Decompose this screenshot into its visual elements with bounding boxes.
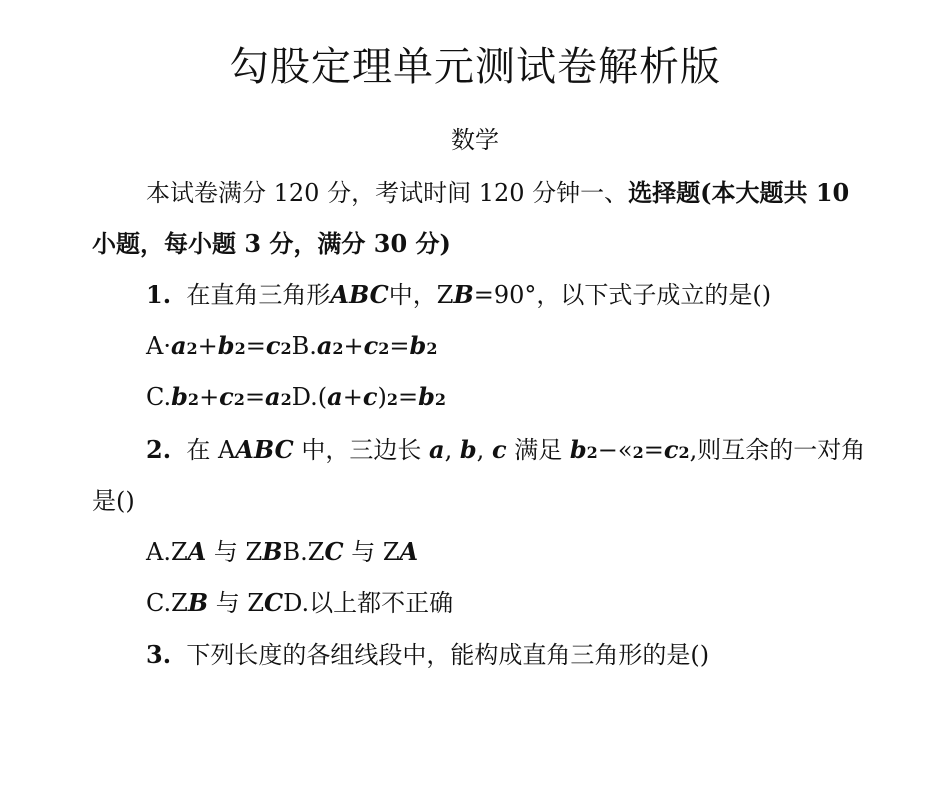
formula-var: a [265, 382, 281, 411]
formula-exp: 2 [233, 390, 245, 409]
side-var: c [491, 435, 507, 464]
option-text: C.Z [146, 589, 188, 617]
formula-exp: 2 [586, 443, 598, 462]
question-3 [146, 638, 709, 672]
option-text: 与 Z [206, 538, 263, 566]
formula-op: = [643, 436, 664, 464]
question-text: 中，三边长 [301, 436, 422, 464]
angle-letter: B [187, 588, 209, 617]
option-text: A.Z [146, 538, 188, 566]
angle-letter: C [264, 588, 284, 617]
formula-exp: 2 [434, 390, 446, 409]
formula-op: ) [377, 383, 387, 411]
intro-text: 本试卷满分 120 分，考试时间 120 分钟一、 [146, 179, 629, 207]
formula-var: b [418, 382, 435, 411]
formula-op: −« [597, 436, 633, 464]
formula-op: + [343, 332, 364, 360]
option-a-label: A· [146, 332, 171, 360]
formula-exp: 2 [186, 339, 198, 358]
formula-var: b [409, 331, 427, 360]
angle-letter: A [399, 537, 419, 566]
formula-exp: 2 [187, 390, 200, 409]
formula-op: = [397, 383, 419, 411]
option-text: D.以上都不正确 [283, 589, 454, 617]
question-2 [146, 433, 865, 470]
question-text: 下列长度的各组线段中，能构成直角三角形的是() [186, 641, 710, 669]
formula-op: = [244, 383, 266, 411]
formula-var: a [327, 382, 343, 411]
section-heading: 选择题(本大题共 10 [628, 178, 850, 207]
question-1 [146, 278, 771, 312]
angle-letter: B [262, 537, 283, 566]
option-text: 与 Z [343, 538, 400, 566]
formula-op: , [444, 436, 453, 464]
formula-op: ( [317, 383, 328, 411]
formula-var: c [363, 331, 379, 360]
formula-exp: 2 [234, 339, 246, 358]
question-number: 2. [146, 435, 172, 464]
q2-options-cd [146, 586, 453, 620]
formula-var: c [265, 331, 281, 360]
question-number: 3. [146, 640, 172, 669]
intro-line-2: 小题，每小题 3 分，满分 30 分) [92, 229, 451, 258]
side-var: b [459, 435, 477, 464]
option-text: B.Z [282, 538, 325, 566]
angle-letter: A [187, 537, 207, 566]
question-text: 在 A [186, 436, 236, 464]
question-2-cont: 是() [92, 487, 135, 515]
formula-exp: 2 [280, 339, 292, 358]
formula-var: c [663, 435, 679, 464]
formula-exp: 2 [386, 390, 398, 409]
question-number: 1. [146, 280, 172, 309]
formula-exp: 2 [678, 443, 690, 462]
formula-exp: 2 [332, 339, 344, 358]
option-text: 与 Z [208, 589, 265, 617]
intro-line-1 [146, 176, 849, 210]
formula-exp: 2 [378, 339, 390, 358]
formula-op: = [245, 332, 266, 360]
question-text: 中，Z [388, 281, 454, 309]
question-text: 满足 [514, 436, 563, 464]
triangle-name: ABC [235, 435, 294, 464]
formula-var: b [217, 331, 235, 360]
formula-op: + [342, 383, 363, 411]
option-c-label: C. [146, 383, 172, 411]
formula-exp: 2 [426, 339, 438, 358]
formula-op: = [389, 332, 410, 360]
formula-var: a [170, 331, 187, 360]
q2-options-ab [146, 535, 418, 569]
formula-op: , [476, 436, 485, 464]
formula-var: c [219, 382, 234, 411]
formula-op: + [197, 332, 218, 360]
q1-options-cd [146, 380, 446, 417]
question-text: 在直角三角形 [186, 281, 331, 309]
angle-letter: C [324, 537, 344, 566]
subject-label: 数学 [451, 126, 499, 154]
angle-letter: B [453, 280, 474, 309]
formula-var: a [316, 331, 333, 360]
q1-options-ab [146, 329, 437, 366]
formula-exp: 2 [280, 390, 292, 409]
side-var: a [429, 435, 445, 464]
formula-exp: 2 [632, 443, 644, 462]
formula-var: b [171, 382, 188, 411]
formula-op: + [199, 383, 220, 411]
option-b-label: B. [291, 332, 317, 360]
formula-var: c [362, 382, 378, 411]
option-d-label: D. [291, 383, 318, 411]
formula-op: , [689, 436, 698, 464]
question-text: 则互余的一对角 [697, 436, 866, 464]
triangle-name: ABC [330, 280, 389, 309]
document-title: 勾股定理单元测试卷解析版 [229, 44, 721, 90]
formula-var: b [569, 435, 587, 464]
question-text: =90°，以下式子成立的是() [473, 281, 772, 309]
